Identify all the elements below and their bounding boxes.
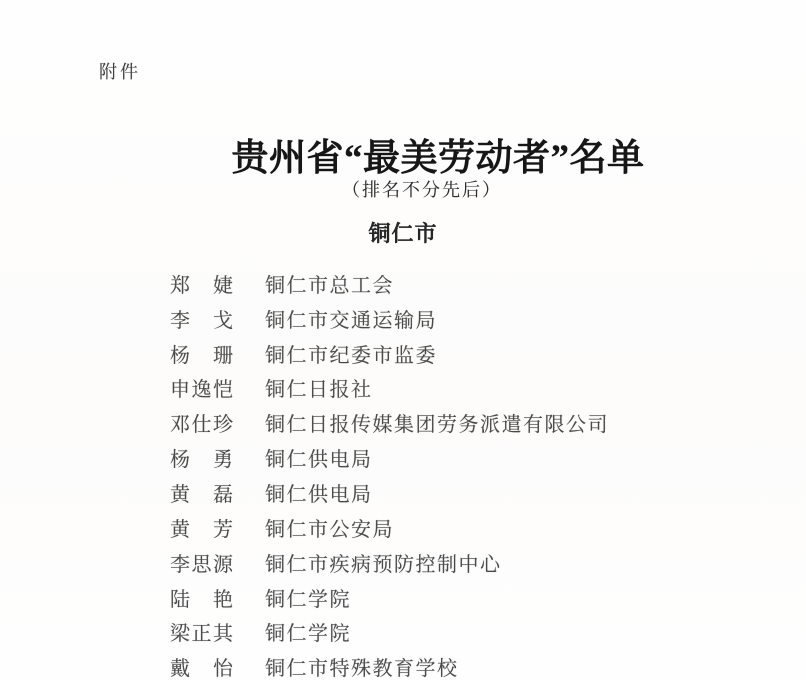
document-title: 贵州省“最美劳动者”名单 [231,138,645,179]
attachment-label: 附件 [99,62,141,82]
person-name: 邓仕珍 [170,414,235,437]
organization-name: 铜仁市公安局 [265,518,394,541]
person-name: 杨 珊 [170,344,235,367]
organization-name: 铜仁市交通运输局 [265,309,437,332]
roster-row [170,614,609,649]
roster-row [170,440,609,475]
organization-name: 铜仁日报社 [265,379,373,402]
organization-name: 铜仁市纪委市监委 [265,344,437,367]
organization-name: 铜仁市总工会 [265,274,394,297]
person-name: 李 戈 [170,309,235,332]
roster-list [170,266,609,680]
person-name: 黄 芳 [170,518,235,541]
organization-name: 铜仁供电局 [265,449,373,472]
organization-name: 铜仁供电局 [265,483,373,506]
roster-row [170,545,609,580]
person-name: 申逸恺 [170,379,235,402]
roster-row [170,475,609,510]
person-name: 戴 怡 [170,658,235,680]
roster-row [170,371,609,406]
person-name: 郑 婕 [170,274,235,297]
organization-name: 铜仁市疾病预防控制中心 [265,553,502,576]
organization-name: 铜仁学院 [265,588,351,611]
section-heading-tongren: 铜仁市 [368,221,438,246]
document-subtitle: （排名不分先后） [342,180,502,200]
roster-row [170,510,609,545]
person-name: 李思源 [170,553,235,576]
person-name: 黄 磊 [170,483,235,506]
person-name: 梁正其 [170,623,235,646]
organization-name: 铜仁学院 [265,623,351,646]
organization-name: 铜仁市特殊教育学校 [265,658,459,680]
roster-row [170,301,609,336]
organization-name: 铜仁日报传媒集团劳务派遣有限公司 [265,414,609,437]
roster-row [170,580,609,615]
roster-row [170,336,609,371]
roster-row [170,266,609,301]
roster-row [170,649,609,680]
person-name: 杨 勇 [170,449,235,472]
person-name: 陆 艳 [170,588,235,611]
roster-row [170,405,609,440]
